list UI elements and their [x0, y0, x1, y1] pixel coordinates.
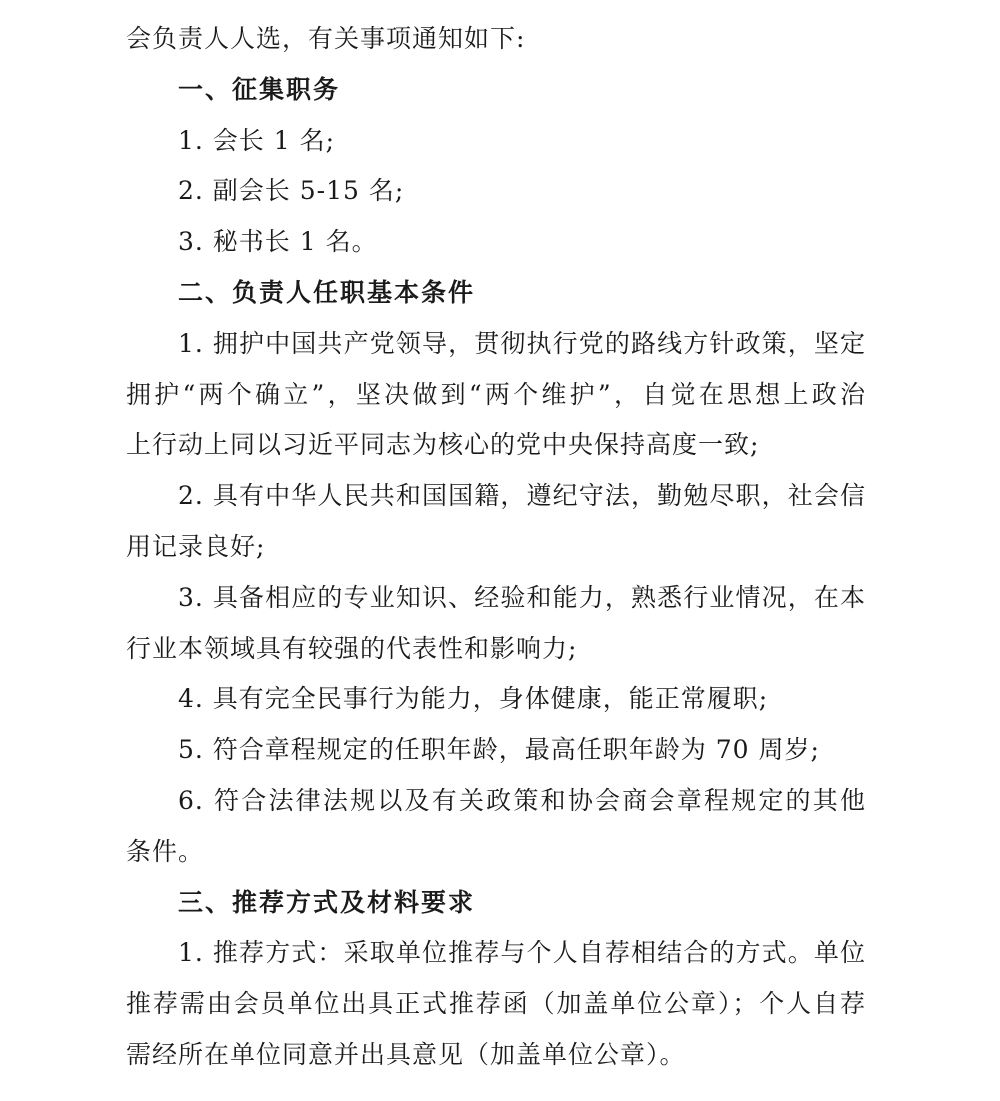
paragraph-line: 推荐需由会员单位出具正式推荐函（加盖单位公章）；个人自荐: [126, 989, 866, 1019]
paragraph-line: 6. 符合法律法规以及有关政策和协会商会章程规定的其他: [178, 785, 866, 815]
paragraph-line: 4. 具有完全民事行为能力，身体健康，能正常履职;: [178, 684, 769, 714]
paragraph-line: 用记录良好;: [126, 531, 266, 561]
paragraph-line: 行业本领域具有较强的代表性和影响力;: [126, 633, 578, 663]
section-heading-recommendation: 三、推荐方式及材料要求: [178, 887, 476, 917]
paragraph-line: 条件。: [126, 836, 205, 866]
list-item-vice-president: 2. 副会长 5-15 名;: [178, 176, 405, 206]
section-heading-conditions: 二、负责人任职基本条件: [178, 277, 476, 307]
paragraph-line: 拥护“两个确立”，坚决做到“两个维护”，自觉在思想上政治: [126, 379, 866, 409]
list-item-secretary-general: 3. 秘书长 1 名。: [178, 227, 378, 257]
paragraph-line: 1. 拥护中国共产党领导，贯彻执行党的路线方针政策，坚定: [178, 328, 866, 358]
paragraph-line: 2. 具有中华人民共和国国籍，遵纪守法，勤勉尽职，社会信: [178, 481, 866, 511]
paragraph-line: 需经所在单位同意并出具意见（加盖单位公章）。: [126, 1039, 686, 1069]
document-page: [126, 14, 866, 1081]
paragraph-line: 5. 符合章程规定的任职年龄，最高任职年龄为 70 周岁;: [178, 735, 820, 765]
paragraph-line: 会负责人人选，有关事项通知如下:: [126, 24, 526, 53]
list-item-president: 1. 会长 1 名;: [178, 125, 336, 155]
paragraph-line: 1. 推荐方式：采取单位推荐与个人自荐相结合的方式。单位: [178, 938, 866, 968]
section-heading-positions: 一、征集职务: [178, 74, 341, 104]
paragraph-line: 上行动上同以习近平同志为核心的党中央保持高度一致;: [126, 430, 760, 460]
paragraph-line: 3. 具备相应的专业知识、经验和能力，熟悉行业情况，在本: [178, 582, 866, 612]
